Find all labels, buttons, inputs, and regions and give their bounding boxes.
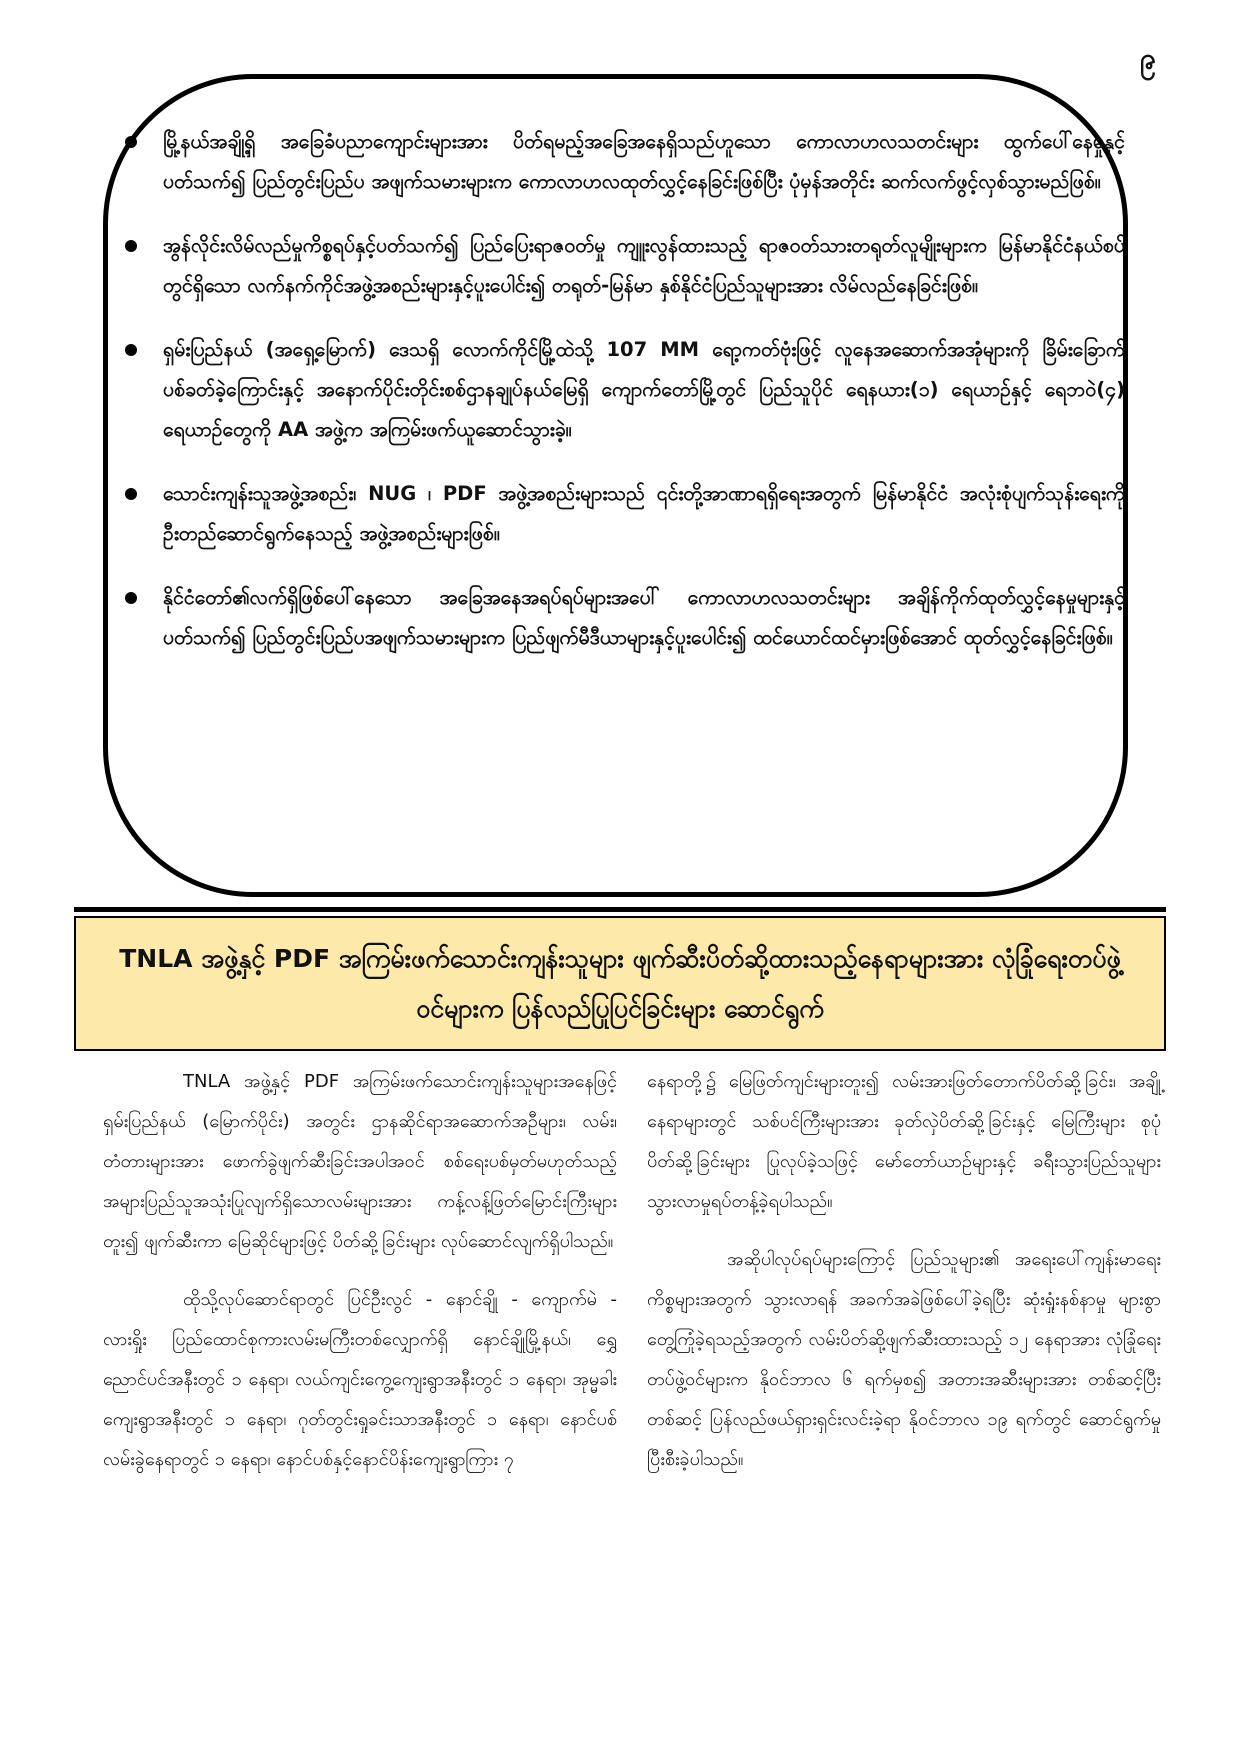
article-left-column — [103, 1062, 617, 1498]
bullet-text: မြို့နယ်အချို့ရှိ အခြေခံပညာကျောင်းများအား ပိတ်ရမည့်အခြေအနေရှိသည်ဟူသော ကောလာဟလသတင်းများ ထွက်ပေါ်နေမှုနှင့်ပတ်သက်၍ ပြည်တွင်းပြည်ပ အဖျက်သမားများက ကောလာဟလထုတ်လွှင့်နေခြင်းဖြစ်ပြီး ပုံမှန်အတိုင်း ဆက်လက်ဖွင့်လှစ်သွားမည်ဖြစ်။ — [163, 130, 1125, 193]
article-headline: TNLA အဖွဲ့နှင့် PDF အကြမ်းဖက်သောင်းကျန်းသူများ ဖျက်ဆီးပိတ်ဆို့ထားသည့်နေရာများအား လုံခြုံရေးတပ်ဖွဲ့ဝင်များက ပြန်လည်ပြုပြင်ခြင်းများ ဆောင်ရွက် — [119, 943, 1121, 1023]
article-body — [103, 1062, 1161, 1498]
summary-bullet-item — [125, 226, 1125, 306]
bullet-text: နိုင်ငံတော်၏လက်ရှိဖြစ်ပေါ်နေသော အခြေအနေအရပ်ရပ်များအပေါ် ကောလာဟလသတင်းများ အချိန်ကိုက်ထုတ်လွှင့်နေမှုများနှင့်ပတ်သက်၍ ပြည်တွင်းပြည်ပအဖျက်သမားများက ပြည်ဖျက်မီဒီယာများနှင့်ပူးပေါင်း၍ ထင်ယောင်ထင်မှားဖြစ်အောင် ထုတ်လွှင့်နေခြင်းဖြစ်။ — [163, 586, 1125, 649]
summary-bullet-item — [125, 474, 1125, 554]
article-paragraph: အဆိုပါလုပ်ရပ်များကြောင့် ပြည်သူများ၏ အရေးပေါ်ကျန်းမာရေးကိစ္စများအတွက် သွားလာရန် အခက်အခဲဖြစ်ပေါ်ခဲ့ရပြီး ဆုံးရှုံးနစ်နာမှု များစွာတွေ့ကြုံခဲ့ရသည့်အတွက် လမ်းပိတ်ဆို့ဖျက်ဆီးထားသည့် ၁၂ နေရာအား လုံခြုံရေးတပ်ဖွဲ့ဝင်များက နိုဝင်ဘာလ ၆ ရက်မှစ၍ အတားအဆီးများအား တစ်ဆင့်ပြီးတစ်ဆင့် ပြန်လည်ဖယ်ရှားရှင်းလင်းခဲ့ရာ နိုဝင်ဘာလ ၁၉ ရက်တွင် ဆောင်ရွက်မှုပြီးစီးခဲ့ပါသည်။ — [647, 1249, 1161, 1470]
article-paragraph: TNLA အဖွဲ့နှင့် PDF အကြမ်းဖက်သောင်းကျန်းသူများအနေဖြင့် ရှမ်းပြည်နယ် (မြောက်ပိုင်း) အတွင်း ဌာနဆိုင်ရာအဆောက်အဦများ၊ လမ်း၊ တံတားများအား ဖောက်ခွဲဖျက်ဆီးခြင်းအပါအဝင် စစ်ရေးပစ်မှတ်မဟုတ်သည့် အများပြည်သူအသုံးပြုလျက်ရှိသောလမ်းများအား ကန့်လန့်ဖြတ်မြောင်းကြီးများတူး၍ ဖျက်ဆီးကာ မြေဆိုင်များဖြင့် ပိတ်ဆို့ခြင်းများ လုပ်ဆောင်လျက်ရှိပါသည်။ — [103, 1071, 617, 1252]
article-right-column — [647, 1062, 1161, 1498]
bullet-text: ရှမ်းပြည်နယ် (အရှေ့မြောက်) ဒေသရှိ လောက်ကိုင်မြို့ထဲသို့ 107 MM ရော့ကတ်ဗုံးဖြင့် လူနေအဆောက်အအုံများကို ခြိမ်းခြောက်ပစ်ခတ်ခဲ့ကြောင်းနှင့် အနောက်ပိုင်းတိုင်းစစ်ဌာနချုပ်နယ်မြေရှိ ကျောက်တော်မြို့တွင် ပြည်သူပိုင် ရေနယား(၁) ရေယာဉ်နှင့် ရေဘဝဲ(၄) ရေယာဉ်တွေကို AA အဖွဲ့က အကြမ်းဖက်ယူဆောင်သွားခဲ့။ — [163, 338, 1125, 441]
article-paragraph: နေရာတို့၌ မြေဖြတ်ကျင်းများတူး၍ လမ်းအားဖြတ်တောက်ပိတ်ဆို့ခြင်း၊ အချို့နေရာများတွင် သစ်ပင်ကြီးများအား ခုတ်လှဲပိတ်ဆို့ခြင်းနှင့် မြေကြီးများ စုပုံပိတ်ဆို့ခြင်းများ ပြုလုပ်ခဲ့သဖြင့် မော်တော်ယာဉ်များနှင့် ခရီးသွားပြည်သူများ သွားလာမှုရပ်တန့်ခဲ့ရပါသည်။ — [647, 1071, 1161, 1212]
section-divider — [74, 907, 1166, 912]
summary-bullet-list — [125, 122, 1125, 682]
page-number: ၉ — [1140, 42, 1156, 75]
bullet-dot-icon — [125, 240, 137, 252]
bullet-text: အွန်လိုင်းလိမ်လည်မှုကိစ္စရပ်နှင့်ပတ်သက်၍ ပြည်ပြေးရာဇဝတ်မှု ကျူးလွန်ထားသည့် ရာဇဝတ်သားတရုတ်လူမျိုးများက မြန်မာနိုင်ငံနယ်စပ်တွင်ရှိသော လက်နက်ကိုင်အဖွဲ့အစည်းများနှင့်ပူးပေါင်း၍ တရုတ်-မြန်မာ နှစ်နိုင်ငံပြည်သူများအား လိမ်လည်နေခြင်းဖြစ်။ — [163, 234, 1125, 297]
bullet-dot-icon — [125, 136, 137, 148]
headline-banner — [74, 916, 1166, 1051]
bullet-text: သောင်းကျန်းသူအဖွဲ့အစည်း၊ NUG ၊ PDF အဖွဲ့အစည်းများသည် ၎င်းတို့အာဏာရရှိရေးအတွက် မြန်မာနိုင်ငံ အလုံးစုံပျက်သုန်းရေးကို ဦးတည်ဆောင်ရွက်နေသည့် အဖွဲ့အစည်းများဖြစ်။ — [163, 482, 1125, 545]
bullet-dot-icon — [125, 344, 137, 356]
bullet-dot-icon — [125, 488, 137, 500]
summary-bullet-item — [125, 578, 1125, 658]
article-paragraph: ထိုသို့လုပ်ဆောင်ရာတွင် ပြင်ဦးလွင် - နောင်ချို - ကျောက်မဲ - လားရှိုး ပြည်ထောင်စုကားလမ်းမကြီးတစ်လျှောက်ရှိ နောင်ချိုမြို့နယ်၊ ရွှေညောင်ပင်အနီးတွင် ၁ နေရာ၊ လယ်ကျင်းကွေ့ကျေးရွာအနီးတွင် ၁ နေရာ၊ အုမ္မခါးကျေးရွာအနီးတွင် ၁ နေရာ၊ ဂုတ်တွင်းရှုခင်းသာအနီးတွင် ၁ နေရာ၊ နောင်ပစ်လမ်းခွဲနေရာတွင် ၁ နေရာ၊ နောင်ပစ်နှင့်နောင်ပိန်းကျေးရွာကြား ၇ — [103, 1289, 617, 1470]
summary-bullet-item — [125, 330, 1125, 450]
summary-bullet-item — [125, 122, 1125, 202]
bullet-dot-icon — [125, 592, 137, 604]
